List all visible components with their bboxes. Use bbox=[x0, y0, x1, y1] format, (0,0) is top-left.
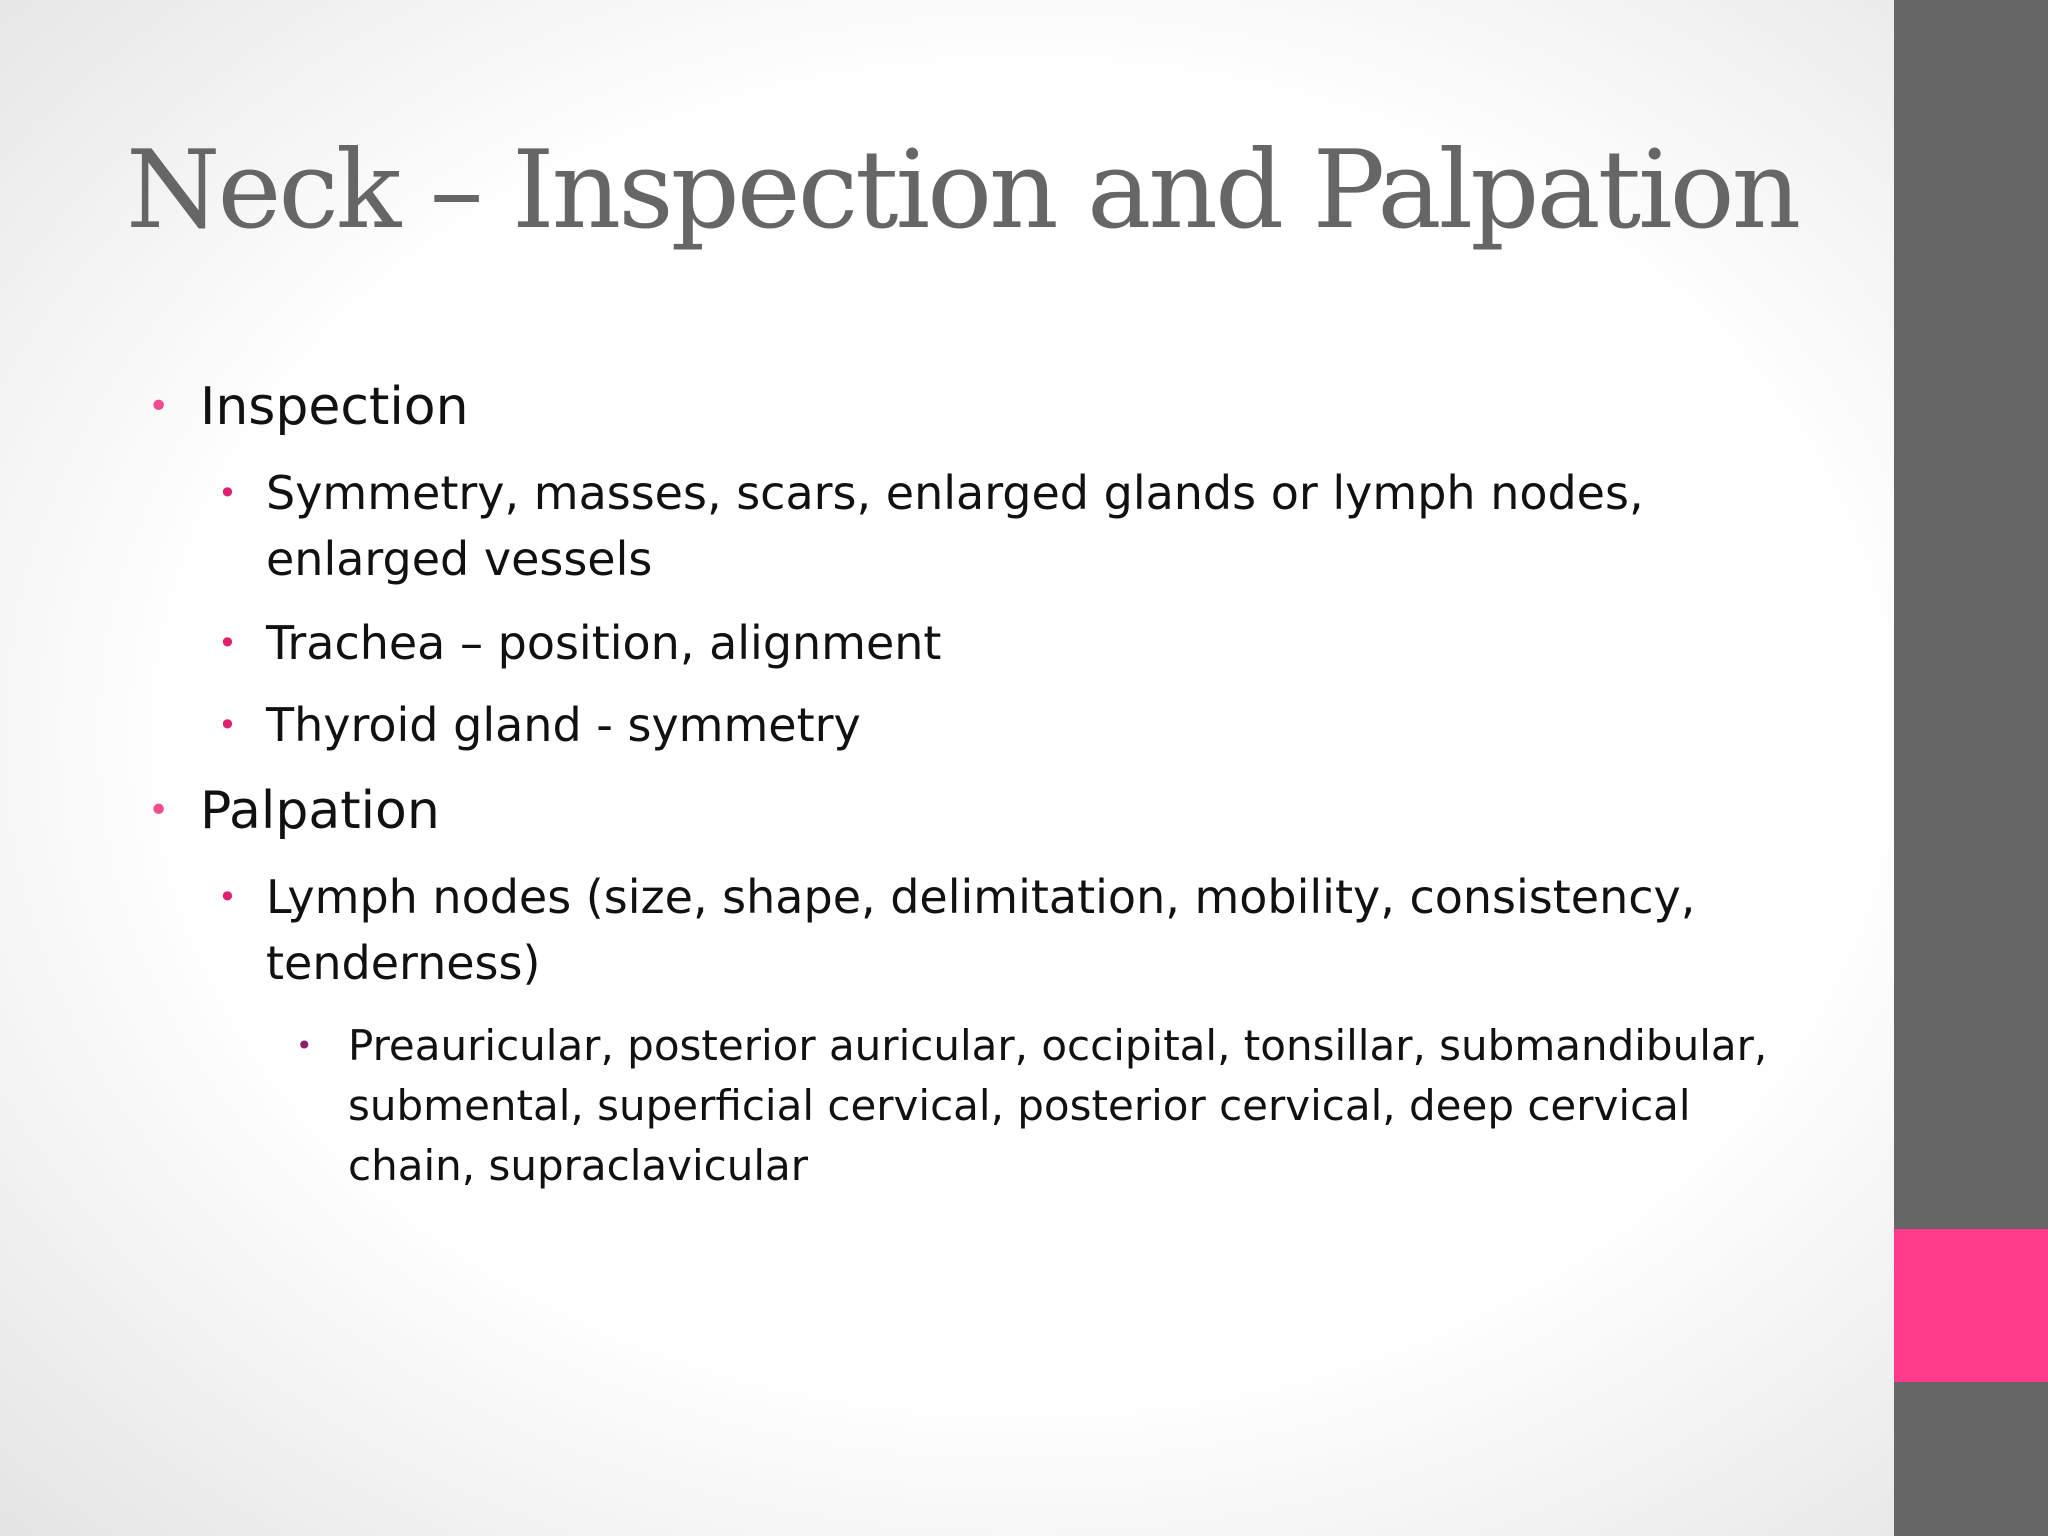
bullet-icon: • bbox=[148, 790, 170, 831]
slide-title: Neck – Inspection and Palpation bbox=[126, 128, 1799, 253]
bullet-icon: • bbox=[218, 624, 237, 662]
bullet-text: Lymph nodes (size, shape, delimitation, mobility, consistency, tenderness) bbox=[266, 870, 1696, 990]
bullet-item-symmetry bbox=[218, 460, 1666, 592]
bullet-icon: • bbox=[148, 386, 170, 427]
bullet-icon: • bbox=[218, 878, 237, 916]
bullet-icon: • bbox=[296, 1029, 313, 1062]
bullet-icon: • bbox=[218, 474, 237, 512]
bullet-item-thyroid bbox=[218, 692, 1846, 758]
bullet-item-inspection bbox=[148, 374, 1840, 440]
side-accent-block bbox=[1894, 1229, 2048, 1382]
bullet-item-trachea bbox=[218, 610, 1846, 676]
bullet-text: Symmetry, masses, scars, enlarged glands or lymph nodes, enlarged vessels bbox=[266, 466, 1644, 586]
bullet-text: Palpation bbox=[200, 781, 440, 841]
bullet-text: Trachea – position, alignment bbox=[266, 616, 942, 670]
bullet-item-palpation bbox=[148, 778, 1840, 844]
bullet-text: Thyroid gland - symmetry bbox=[266, 698, 861, 752]
bullet-item-lymph-nodes bbox=[218, 864, 1716, 996]
bullet-item-node-locations bbox=[296, 1016, 1788, 1196]
bullet-text: Preauricular, posterior auricular, occipital, tonsillar, submandibular, submental, superficial cervical, posterior cervical, deep cervical chain, supraclavicular bbox=[348, 1021, 1768, 1190]
bullet-icon: • bbox=[218, 706, 237, 744]
bullet-text: Inspection bbox=[200, 377, 469, 437]
